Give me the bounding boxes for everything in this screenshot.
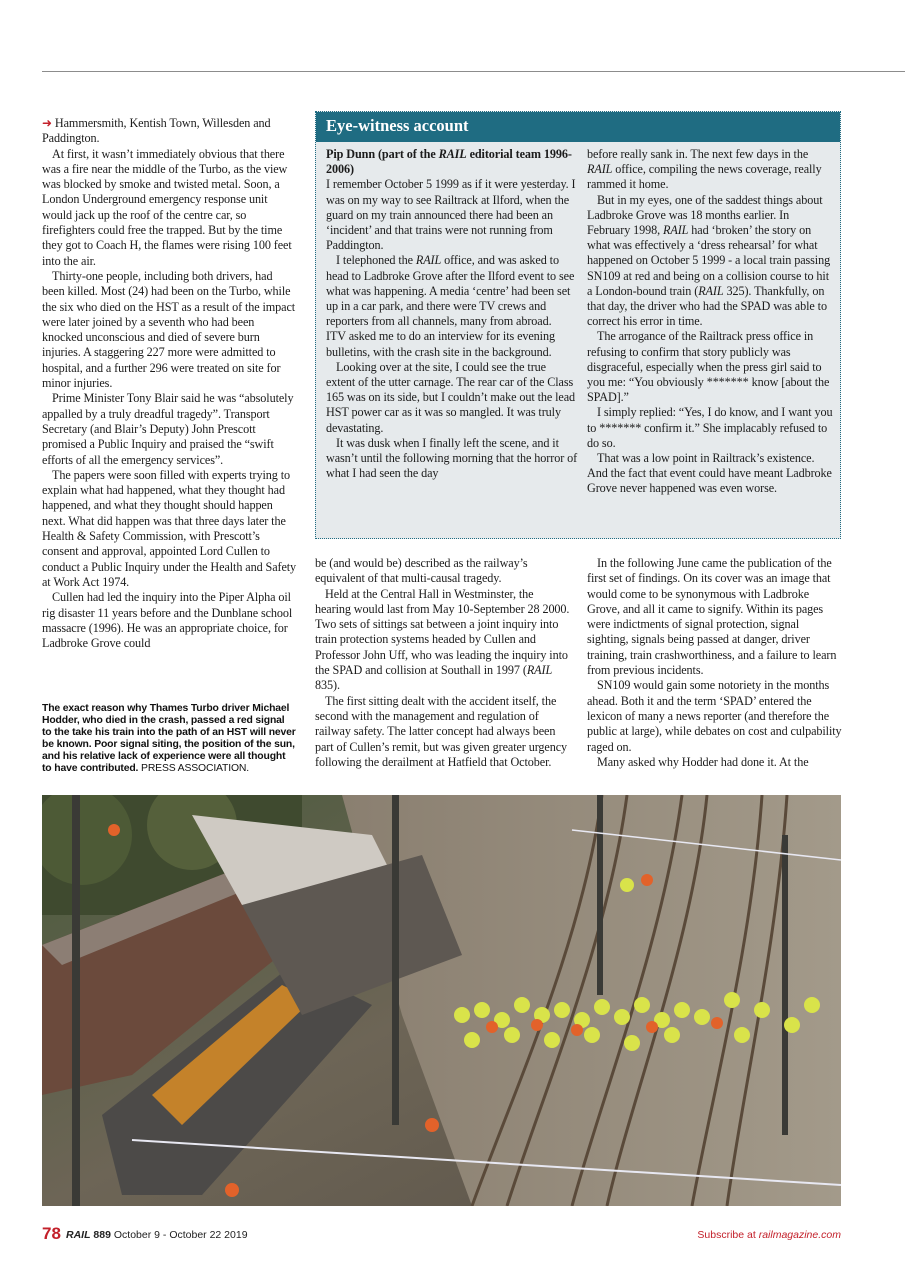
body-column-1 <box>42 116 297 651</box>
paragraph: before really sank in. The next few days in the RAIL office, compiling the news coverage, really rammed it home. <box>587 147 822 192</box>
box-title: Eye-witness account <box>326 116 469 135</box>
paragraph: At first, it wasn’t immediately obvious that there was a fire near the middle of the Turbo, as the view was blocked by smoke and twisted metal. Soon, a London Underground emergency response unit would jack up the roof of the centre car, so firefighters could free the trapped. But by the time they got to Coach H, the flames were rising 100 feet into the air. <box>42 146 292 268</box>
page-number: 78 <box>42 1224 61 1243</box>
paragraph: Many asked why Hodder had done it. At the <box>597 754 809 769</box>
top-rule <box>42 71 905 72</box>
paragraph: Prime Minister Tony Blair said he was “absolutely appalled by a truly dreadful tragedy”. Transport Secretary (and Blair’s Deputy) John Prescott promised a Public Inquiry and praised the “swift efforts of all the emergency services”. <box>42 391 294 467</box>
byline: Pip Dunn (part of the RAIL editorial team 1996-2006) <box>326 147 572 177</box>
paragraph: ➜ Hammersmith, Kentish Town, Willesden and Paddington. <box>42 116 271 146</box>
box-header <box>316 112 840 142</box>
paragraph: Cullen had led the inquiry into the Piper Alpha oil rig disaster 11 years before and the Dunblane school massacre (1996). He was an appropriate choice, for Ladbroke Grove could <box>42 590 293 651</box>
paragraph: Thirty-one people, including both drivers, had been killed. Most (24) had been on the Turbo, while the six who died on the HST as a result of the impact were later joined by a seventh who had been knocked unconscious and died of severe burn injuries. A staggering 227 more were admitted to hospital, and a further 296 were treated on site for minor injuries. <box>42 268 296 391</box>
subscribe-link[interactable]: Subscribe at railmagazine.com <box>697 1229 841 1241</box>
crash-scene-illustration <box>42 795 841 1206</box>
photo-caption: The exact reason why Thames Turbo driver Michael Hodder, who died in the crash, passed a red signal to the take his train into the path of an HST will never be known. Poor signal siting, the position of the sun, and his relative lack of experience were all thought to have contributed. PRESS ASSOCIATION. <box>42 703 296 775</box>
paragraph: It was dusk when I finally left the scene, and it wasn’t until the following morning that the horror of what I had seen the day <box>326 435 578 481</box>
body-column-2 <box>315 556 570 770</box>
paragraph: ITV asked me to do an interview for its evening bulletins, with the crash site in the background. <box>326 329 555 359</box>
paragraph: Held at the Central Hall in Westminster, the hearing would last from May 10-September 28 2000. Two sets of sittings sat between a joint inquiry into train protection systems headed by Cullen and Professor John Uff, who was leading the inquiry into the SPAD and collision at Southall in 1997 (RAIL 835). <box>315 586 570 693</box>
crash-scene-photo <box>42 795 841 1206</box>
paragraph: SN109 would gain some notoriety in the months ahead. Both it and the term ‘SPAD’ entered the lexicon of many a news reporter (and therefore the public at large), while debates on cost and culpability raged on. <box>587 678 842 754</box>
continuation-arrow-icon: ➜ <box>42 116 52 130</box>
box-column-left <box>326 147 578 481</box>
paragraph: The first sitting dealt with the accident itself, the second with the management and regulation of railway safety. The latter concept had always been part of Cullen’s remit, but was given greater urgency following the derailment at Hatfield that October. <box>315 693 568 769</box>
eye-witness-box <box>315 111 841 539</box>
paragraph: The papers were soon filled with experts trying to explain what had happened, what they thought had happened, and what they thought should happen next. What did happen was that three days later the Health & Safety Commission, with Prescott’s consent and approval, appointed Lord Cullen to conduct a Public Inquiry under the Health and Safety at Work Act 1974. <box>42 467 297 589</box>
paragraph: But in my eyes, one of the saddest things about Ladbroke Grove was 18 months earlier. In February 1998, RAIL had ‘broken’ the story on what was effectively a ‘dress rehearsal’ for what happened on October 5 1999 - a local train passing SN109 at red and being on a collision course to hit a London-bound train (RAIL 325). Thankfully, on that day, the driver who had the SPAD was able to correct his error in time. <box>587 192 831 329</box>
paragraph: I simply replied: “Yes, I do know, and I want you to ******* confirm it.” She implacably refused to do so. <box>587 405 833 450</box>
paragraph: I remember October 5 1999 as if it were yesterday. I was on my way to see Railtrack at Ilford, when the guard on my train announced there had been an ‘incident’ and that trains were not running from Paddington. <box>326 177 576 253</box>
box-column-right <box>587 147 833 497</box>
paragraph: be (and would be) described as the railway’s equivalent of that multi-causal tragedy. <box>315 556 528 586</box>
paragraph: In the following June came the publication of the first set of findings. On its cover was an image that would come to be synonymous with Ladbroke Grove, and all it came to signify. Within its pages were indictments of signal protection, signal sighting, signals being passed at danger, driver training, train crashworthiness, and a failure to learn from previous incidents. <box>587 556 837 678</box>
paragraph: I telephoned the RAIL office, and was asked to head to Ladbroke Grove after the Ilford event to see what was happening. A media ‘centre’ had been set up in a car park, and there were TV crews and reporters from all channels, many from abroad. <box>326 253 575 329</box>
photo-credit: PRESS ASSOCIATION. <box>141 763 250 775</box>
paragraph: That was a low point in Railtrack’s existence. And the fact that event could have meant Ladbroke Grove never happened was even worse. <box>587 451 832 496</box>
magazine-issue: RAIL 889 October 9 - October 22 2019 <box>66 1229 248 1241</box>
paragraph: Looking over at the site, I could see the true extent of the utter carnage. The rear car of the Class 165 was on its side, but I couldn’t make out the lead HST power car as it was so mangled. It was truly devastating. <box>326 359 576 435</box>
body-column-3 <box>587 556 842 770</box>
paragraph: The arrogance of the Railtrack press office in refusing to confirm that story publicly was disgraceful, especially when the press girl said to you me: “You obviously ******* know [about the SPAD].” <box>587 329 830 405</box>
